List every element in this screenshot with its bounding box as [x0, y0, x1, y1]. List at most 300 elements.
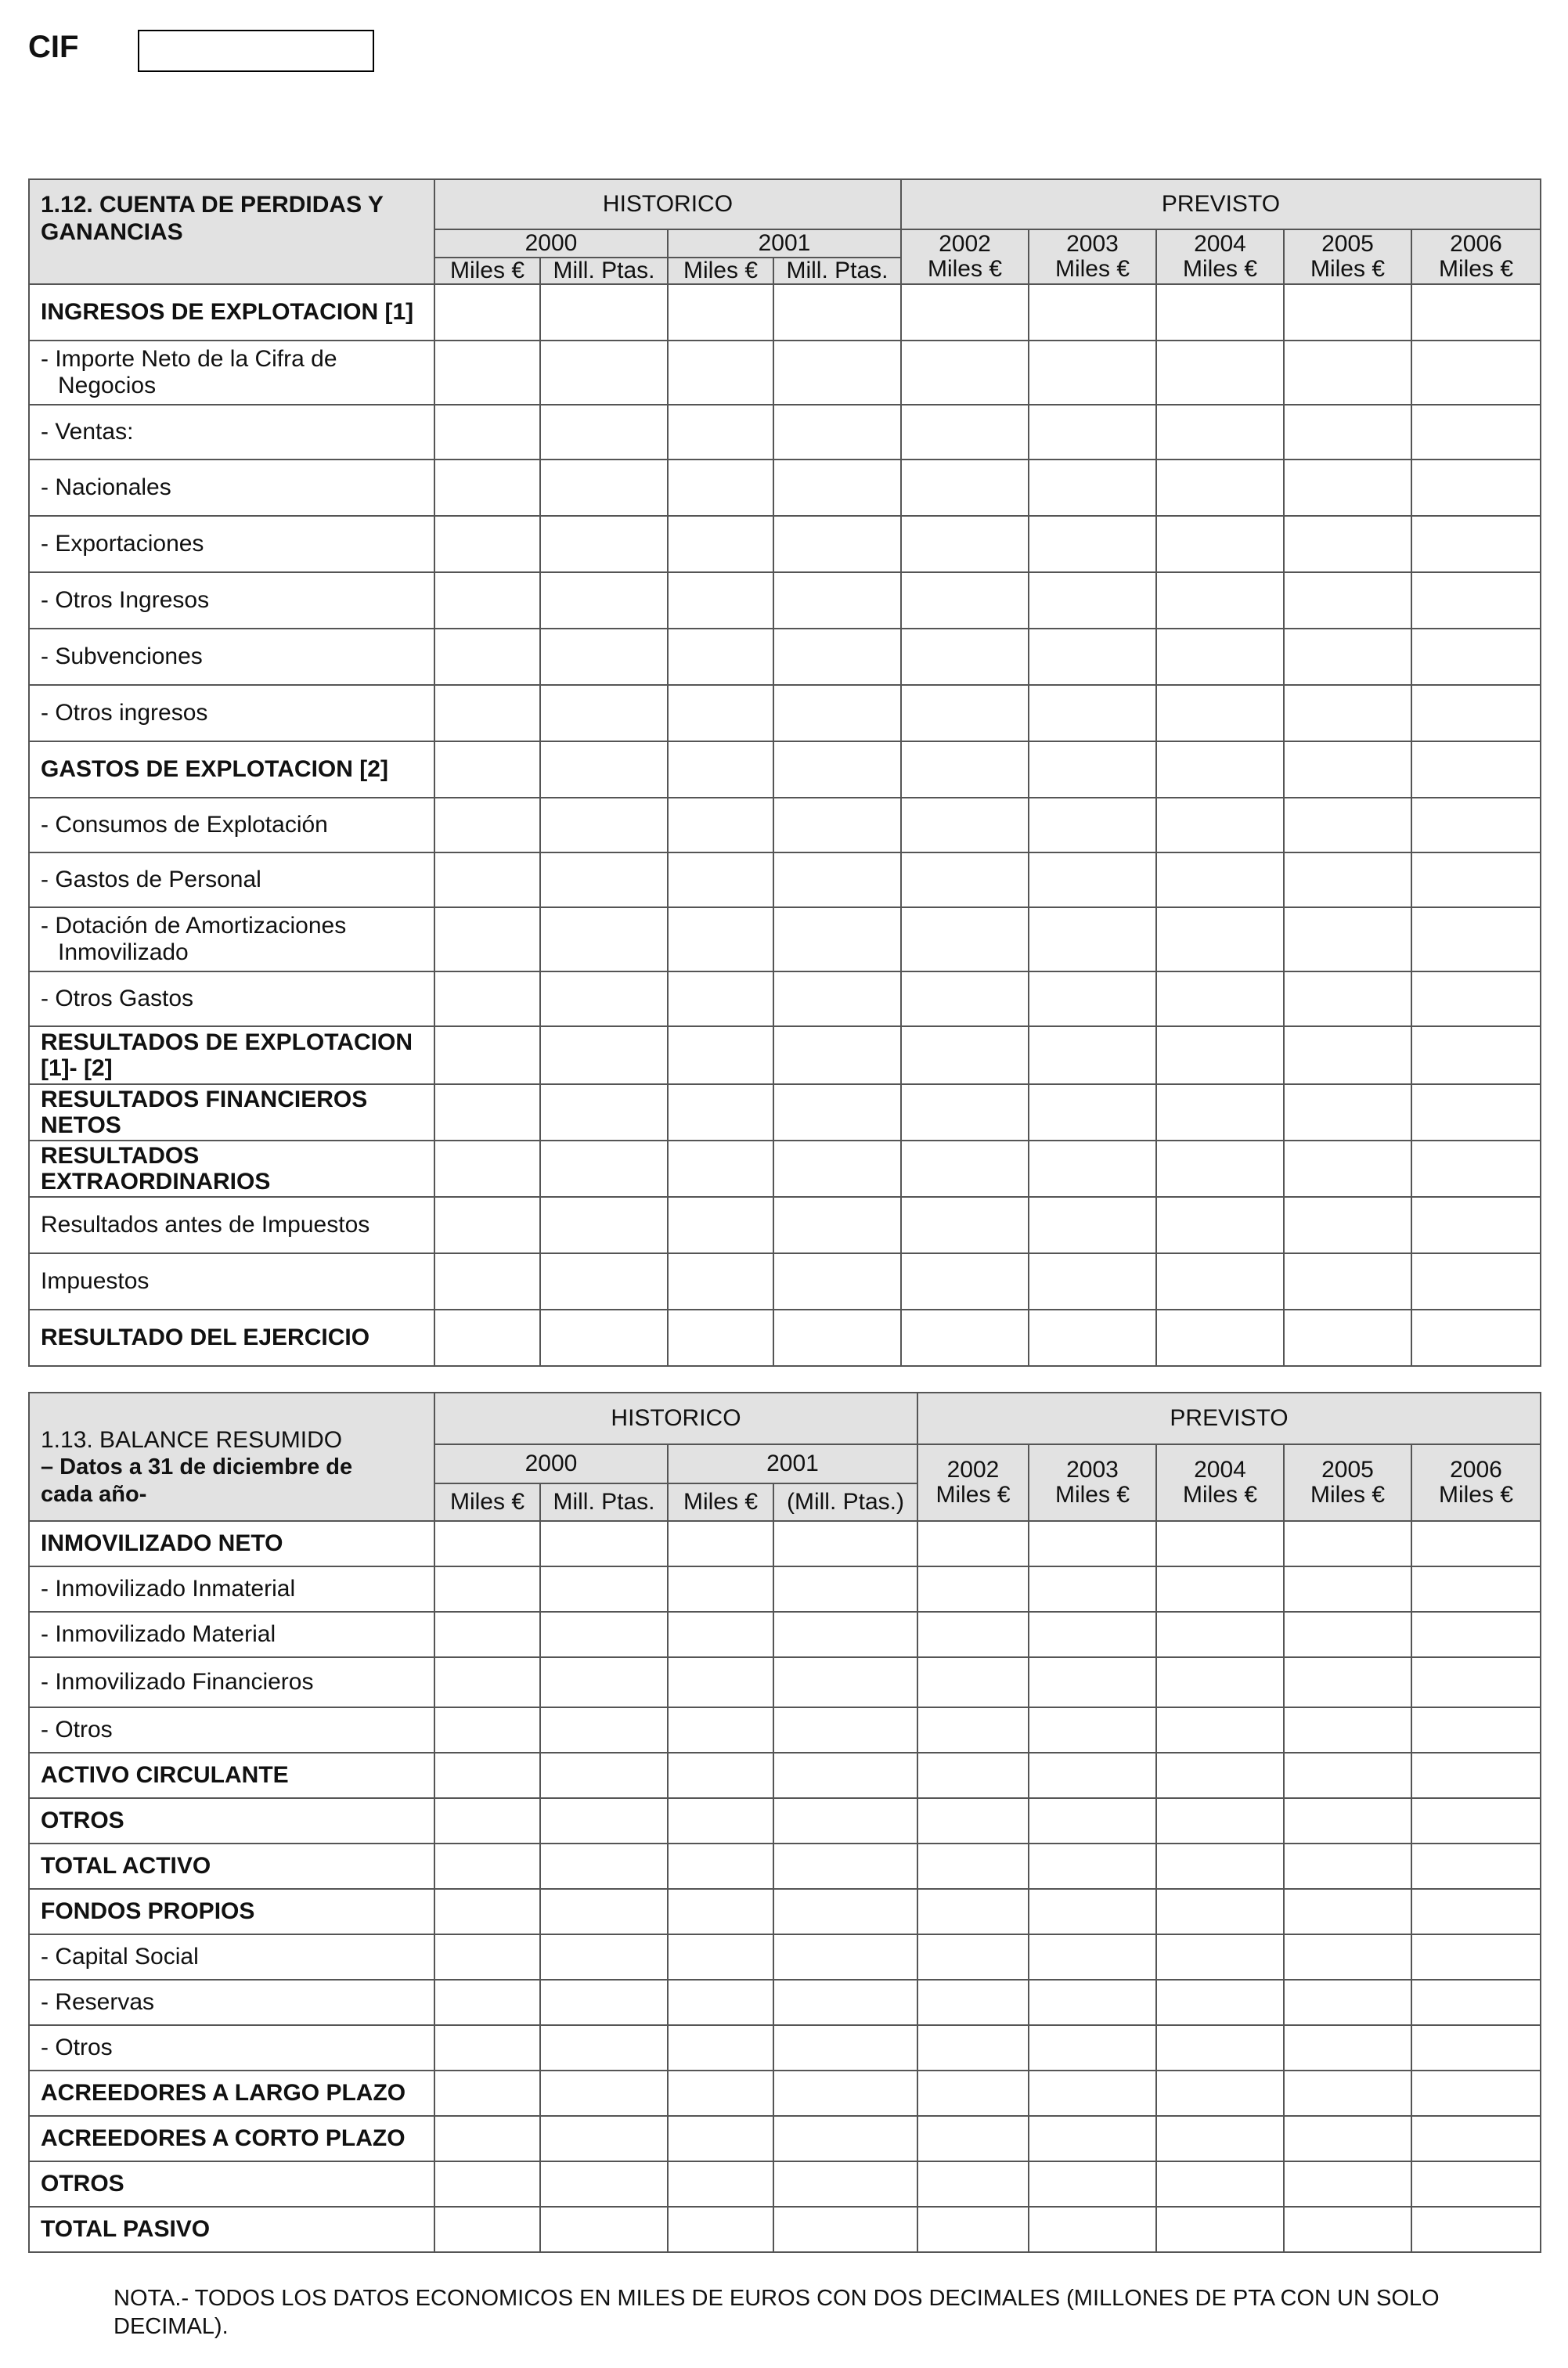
table1-value-cell[interactable] — [773, 907, 901, 971]
table1-value-cell[interactable] — [901, 685, 1029, 741]
table1-value-cell[interactable] — [1284, 460, 1411, 516]
table1-value-cell[interactable] — [1411, 798, 1541, 852]
table2-value-cell[interactable] — [1029, 2116, 1156, 2161]
table2-value-cell[interactable] — [540, 2116, 668, 2161]
table2-value-cell[interactable] — [434, 1612, 540, 1657]
table1-value-cell[interactable] — [1284, 1197, 1411, 1253]
table1-value-cell[interactable] — [1284, 741, 1411, 798]
table1-value-cell[interactable] — [1284, 405, 1411, 460]
table1-value-cell[interactable] — [1284, 341, 1411, 405]
table2-value-cell[interactable] — [773, 1889, 917, 1934]
table1-value-cell[interactable] — [668, 971, 773, 1026]
table2-value-cell[interactable] — [434, 1980, 540, 2025]
table2-value-cell[interactable] — [434, 1798, 540, 1844]
table1-value-cell[interactable] — [1029, 572, 1156, 629]
table1-value-cell[interactable] — [434, 971, 540, 1026]
table1-value-cell[interactable] — [1411, 1141, 1541, 1197]
table2-value-cell[interactable] — [1284, 1844, 1411, 1889]
table2-value-cell[interactable] — [773, 2207, 917, 2252]
table2-value-cell[interactable] — [668, 2025, 773, 2071]
table1-value-cell[interactable] — [901, 1310, 1029, 1366]
table2-value-cell[interactable] — [773, 1844, 917, 1889]
table1-value-cell[interactable] — [1284, 572, 1411, 629]
table1-value-cell[interactable] — [773, 1084, 901, 1141]
table1-value-cell[interactable] — [1284, 685, 1411, 741]
table2-value-cell[interactable] — [1156, 2071, 1284, 2116]
table1-value-cell[interactable] — [773, 405, 901, 460]
table2-value-cell[interactable] — [668, 1657, 773, 1707]
table2-value-cell[interactable] — [773, 1980, 917, 2025]
table1-value-cell[interactable] — [901, 1253, 1029, 1310]
table1-value-cell[interactable] — [434, 907, 540, 971]
table1-value-cell[interactable] — [434, 284, 540, 341]
table1-value-cell[interactable] — [668, 1310, 773, 1366]
table2-value-cell[interactable] — [917, 2207, 1029, 2252]
table2-value-cell[interactable] — [1411, 2071, 1541, 2116]
table2-value-cell[interactable] — [1411, 1707, 1541, 1753]
table1-value-cell[interactable] — [1411, 405, 1541, 460]
table1-value-cell[interactable] — [773, 1197, 901, 1253]
table1-value-cell[interactable] — [1411, 341, 1541, 405]
table1-value-cell[interactable] — [1029, 284, 1156, 341]
table1-value-cell[interactable] — [1156, 341, 1284, 405]
table1-value-cell[interactable] — [1411, 516, 1541, 572]
table2-value-cell[interactable] — [434, 1566, 540, 1612]
table2-value-cell[interactable] — [1029, 1521, 1156, 1566]
table2-value-cell[interactable] — [773, 1612, 917, 1657]
table1-value-cell[interactable] — [1029, 629, 1156, 685]
table1-value-cell[interactable] — [434, 1310, 540, 1366]
table2-value-cell[interactable] — [917, 1798, 1029, 1844]
table1-value-cell[interactable] — [668, 405, 773, 460]
table1-value-cell[interactable] — [1156, 907, 1284, 971]
table2-value-cell[interactable] — [773, 2116, 917, 2161]
table2-value-cell[interactable] — [1411, 1934, 1541, 1980]
table2-value-cell[interactable] — [668, 1707, 773, 1753]
table2-value-cell[interactable] — [540, 1980, 668, 2025]
table2-value-cell[interactable] — [668, 1753, 773, 1798]
table1-value-cell[interactable] — [668, 852, 773, 907]
table1-value-cell[interactable] — [1284, 907, 1411, 971]
table1-value-cell[interactable] — [901, 341, 1029, 405]
table1-value-cell[interactable] — [434, 341, 540, 405]
table2-value-cell[interactable] — [1156, 1612, 1284, 1657]
table1-value-cell[interactable] — [1284, 1253, 1411, 1310]
table1-value-cell[interactable] — [1156, 572, 1284, 629]
table2-value-cell[interactable] — [917, 1980, 1029, 2025]
table1-value-cell[interactable] — [540, 629, 668, 685]
table1-value-cell[interactable] — [540, 1084, 668, 1141]
table2-value-cell[interactable] — [1411, 1657, 1541, 1707]
table2-value-cell[interactable] — [540, 1798, 668, 1844]
table1-value-cell[interactable] — [773, 460, 901, 516]
table1-value-cell[interactable] — [668, 1084, 773, 1141]
table2-value-cell[interactable] — [668, 2161, 773, 2207]
table1-value-cell[interactable] — [1156, 971, 1284, 1026]
table1-value-cell[interactable] — [901, 1084, 1029, 1141]
table2-value-cell[interactable] — [1156, 1798, 1284, 1844]
table2-value-cell[interactable] — [668, 1980, 773, 2025]
table2-value-cell[interactable] — [540, 2161, 668, 2207]
table2-value-cell[interactable] — [1284, 1889, 1411, 1934]
table2-value-cell[interactable] — [773, 1521, 917, 1566]
table1-value-cell[interactable] — [434, 1197, 540, 1253]
table2-value-cell[interactable] — [1029, 1753, 1156, 1798]
table2-value-cell[interactable] — [1029, 1566, 1156, 1612]
table1-value-cell[interactable] — [901, 405, 1029, 460]
table1-value-cell[interactable] — [1029, 685, 1156, 741]
table2-value-cell[interactable] — [540, 1566, 668, 1612]
table1-value-cell[interactable] — [1029, 852, 1156, 907]
table1-value-cell[interactable] — [1156, 1084, 1284, 1141]
table2-value-cell[interactable] — [1284, 1521, 1411, 1566]
table1-value-cell[interactable] — [1156, 460, 1284, 516]
table2-value-cell[interactable] — [540, 1844, 668, 1889]
table2-value-cell[interactable] — [917, 2071, 1029, 2116]
table1-value-cell[interactable] — [1029, 1141, 1156, 1197]
table2-value-cell[interactable] — [1029, 2161, 1156, 2207]
table2-value-cell[interactable] — [1411, 2116, 1541, 2161]
table2-value-cell[interactable] — [1029, 1657, 1156, 1707]
table2-value-cell[interactable] — [1156, 2025, 1284, 2071]
table2-value-cell[interactable] — [1156, 1844, 1284, 1889]
table2-value-cell[interactable] — [1411, 1753, 1541, 1798]
table1-value-cell[interactable] — [1156, 685, 1284, 741]
table1-value-cell[interactable] — [1029, 741, 1156, 798]
table1-value-cell[interactable] — [668, 516, 773, 572]
table1-value-cell[interactable] — [1029, 907, 1156, 971]
table2-value-cell[interactable] — [1284, 1566, 1411, 1612]
table2-value-cell[interactable] — [773, 2025, 917, 2071]
table2-value-cell[interactable] — [1284, 2025, 1411, 2071]
table1-value-cell[interactable] — [668, 685, 773, 741]
table1-value-cell[interactable] — [901, 516, 1029, 572]
table1-value-cell[interactable] — [1156, 1141, 1284, 1197]
table2-value-cell[interactable] — [540, 2025, 668, 2071]
table2-value-cell[interactable] — [1156, 2161, 1284, 2207]
table2-value-cell[interactable] — [1156, 1889, 1284, 1934]
table1-value-cell[interactable] — [540, 1253, 668, 1310]
table2-value-cell[interactable] — [917, 1707, 1029, 1753]
table2-value-cell[interactable] — [773, 1707, 917, 1753]
table2-value-cell[interactable] — [1029, 1612, 1156, 1657]
table1-value-cell[interactable] — [668, 572, 773, 629]
table2-value-cell[interactable] — [1411, 1566, 1541, 1612]
table1-value-cell[interactable] — [1156, 629, 1284, 685]
table1-value-cell[interactable] — [434, 629, 540, 685]
table1-value-cell[interactable] — [540, 572, 668, 629]
cif-input[interactable] — [138, 30, 374, 72]
table1-value-cell[interactable] — [1284, 516, 1411, 572]
table2-value-cell[interactable] — [540, 1521, 668, 1566]
table1-value-cell[interactable] — [540, 852, 668, 907]
table2-value-cell[interactable] — [540, 2071, 668, 2116]
table1-value-cell[interactable] — [434, 572, 540, 629]
table2-value-cell[interactable] — [773, 2161, 917, 2207]
table1-value-cell[interactable] — [901, 1026, 1029, 1084]
table2-value-cell[interactable] — [1156, 1707, 1284, 1753]
table1-value-cell[interactable] — [540, 971, 668, 1026]
table2-value-cell[interactable] — [773, 1753, 917, 1798]
table2-value-cell[interactable] — [1284, 1612, 1411, 1657]
table2-value-cell[interactable] — [917, 1566, 1029, 1612]
table2-value-cell[interactable] — [540, 1707, 668, 1753]
table1-value-cell[interactable] — [773, 1253, 901, 1310]
table1-value-cell[interactable] — [1029, 1310, 1156, 1366]
table2-value-cell[interactable] — [434, 1521, 540, 1566]
table1-value-cell[interactable] — [1156, 1197, 1284, 1253]
table1-value-cell[interactable] — [668, 284, 773, 341]
table2-value-cell[interactable] — [1411, 1889, 1541, 1934]
table1-value-cell[interactable] — [1284, 1026, 1411, 1084]
table1-value-cell[interactable] — [540, 341, 668, 405]
table1-value-cell[interactable] — [1284, 1310, 1411, 1366]
table1-value-cell[interactable] — [540, 1197, 668, 1253]
table1-value-cell[interactable] — [1029, 460, 1156, 516]
table1-value-cell[interactable] — [540, 741, 668, 798]
table1-value-cell[interactable] — [540, 1310, 668, 1366]
table1-value-cell[interactable] — [668, 629, 773, 685]
table1-value-cell[interactable] — [773, 1026, 901, 1084]
table1-value-cell[interactable] — [1411, 460, 1541, 516]
table1-value-cell[interactable] — [901, 284, 1029, 341]
table1-value-cell[interactable] — [668, 1141, 773, 1197]
table2-value-cell[interactable] — [540, 1753, 668, 1798]
table1-value-cell[interactable] — [1029, 1253, 1156, 1310]
table2-value-cell[interactable] — [773, 1934, 917, 1980]
table1-value-cell[interactable] — [1156, 852, 1284, 907]
table2-value-cell[interactable] — [1156, 1980, 1284, 2025]
table2-value-cell[interactable] — [1411, 2161, 1541, 2207]
table1-value-cell[interactable] — [773, 741, 901, 798]
table2-value-cell[interactable] — [668, 1612, 773, 1657]
table2-value-cell[interactable] — [773, 1798, 917, 1844]
table1-value-cell[interactable] — [773, 852, 901, 907]
table1-value-cell[interactable] — [773, 971, 901, 1026]
table2-value-cell[interactable] — [540, 1612, 668, 1657]
table2-value-cell[interactable] — [540, 2207, 668, 2252]
table1-value-cell[interactable] — [540, 405, 668, 460]
table2-value-cell[interactable] — [1411, 2207, 1541, 2252]
table1-value-cell[interactable] — [901, 572, 1029, 629]
table2-value-cell[interactable] — [540, 1934, 668, 1980]
table1-value-cell[interactable] — [1411, 1197, 1541, 1253]
table1-value-cell[interactable] — [901, 1197, 1029, 1253]
table2-value-cell[interactable] — [1284, 2116, 1411, 2161]
table1-value-cell[interactable] — [773, 284, 901, 341]
table1-value-cell[interactable] — [1411, 741, 1541, 798]
table2-value-cell[interactable] — [1156, 1657, 1284, 1707]
table2-value-cell[interactable] — [1029, 2025, 1156, 2071]
table1-value-cell[interactable] — [773, 685, 901, 741]
table1-value-cell[interactable] — [540, 685, 668, 741]
table1-value-cell[interactable] — [1284, 798, 1411, 852]
table1-value-cell[interactable] — [901, 1141, 1029, 1197]
table2-value-cell[interactable] — [1284, 1798, 1411, 1844]
table2-value-cell[interactable] — [434, 1934, 540, 1980]
table1-value-cell[interactable] — [540, 1141, 668, 1197]
table2-value-cell[interactable] — [668, 2207, 773, 2252]
table2-value-cell[interactable] — [434, 2207, 540, 2252]
table1-value-cell[interactable] — [1411, 1084, 1541, 1141]
table2-value-cell[interactable] — [668, 1521, 773, 1566]
table1-value-cell[interactable] — [1029, 516, 1156, 572]
table2-value-cell[interactable] — [1284, 1753, 1411, 1798]
table2-value-cell[interactable] — [1029, 2207, 1156, 2252]
table2-value-cell[interactable] — [434, 1889, 540, 1934]
table1-value-cell[interactable] — [1411, 971, 1541, 1026]
table2-value-cell[interactable] — [668, 1798, 773, 1844]
table1-value-cell[interactable] — [901, 798, 1029, 852]
table1-value-cell[interactable] — [1029, 341, 1156, 405]
table1-value-cell[interactable] — [1411, 1026, 1541, 1084]
table2-value-cell[interactable] — [1156, 1566, 1284, 1612]
table2-value-cell[interactable] — [917, 1844, 1029, 1889]
table2-value-cell[interactable] — [917, 2025, 1029, 2071]
table2-value-cell[interactable] — [1284, 1707, 1411, 1753]
table1-value-cell[interactable] — [434, 1141, 540, 1197]
table2-value-cell[interactable] — [668, 1934, 773, 1980]
table1-value-cell[interactable] — [1284, 629, 1411, 685]
table1-value-cell[interactable] — [1029, 798, 1156, 852]
table1-value-cell[interactable] — [1029, 1197, 1156, 1253]
table1-value-cell[interactable] — [901, 629, 1029, 685]
table1-value-cell[interactable] — [1284, 1141, 1411, 1197]
table1-value-cell[interactable] — [1284, 284, 1411, 341]
table2-value-cell[interactable] — [1411, 1798, 1541, 1844]
table1-value-cell[interactable] — [540, 907, 668, 971]
table1-value-cell[interactable] — [668, 460, 773, 516]
table1-value-cell[interactable] — [901, 460, 1029, 516]
table2-value-cell[interactable] — [1411, 1844, 1541, 1889]
table1-value-cell[interactable] — [434, 852, 540, 907]
table1-value-cell[interactable] — [1411, 572, 1541, 629]
table2-value-cell[interactable] — [1284, 1980, 1411, 2025]
table2-value-cell[interactable] — [1029, 1798, 1156, 1844]
table1-value-cell[interactable] — [773, 798, 901, 852]
table2-value-cell[interactable] — [668, 2071, 773, 2116]
table2-value-cell[interactable] — [1029, 1934, 1156, 1980]
table2-value-cell[interactable] — [1411, 1521, 1541, 1566]
table1-value-cell[interactable] — [773, 341, 901, 405]
table1-value-cell[interactable] — [434, 1253, 540, 1310]
table1-value-cell[interactable] — [901, 741, 1029, 798]
table2-value-cell[interactable] — [1411, 1980, 1541, 2025]
table2-value-cell[interactable] — [434, 2025, 540, 2071]
table2-value-cell[interactable] — [434, 1657, 540, 1707]
table2-value-cell[interactable] — [773, 2071, 917, 2116]
table1-value-cell[interactable] — [773, 1141, 901, 1197]
table2-value-cell[interactable] — [917, 1753, 1029, 1798]
table1-value-cell[interactable] — [540, 284, 668, 341]
table1-value-cell[interactable] — [773, 629, 901, 685]
table1-value-cell[interactable] — [434, 460, 540, 516]
table1-value-cell[interactable] — [773, 516, 901, 572]
table2-value-cell[interactable] — [434, 2161, 540, 2207]
table2-value-cell[interactable] — [1284, 1657, 1411, 1707]
table2-value-cell[interactable] — [1029, 2071, 1156, 2116]
table1-value-cell[interactable] — [773, 572, 901, 629]
table2-value-cell[interactable] — [668, 1844, 773, 1889]
table2-value-cell[interactable] — [1156, 1934, 1284, 1980]
table1-value-cell[interactable] — [1411, 852, 1541, 907]
table2-value-cell[interactable] — [917, 2161, 1029, 2207]
table1-value-cell[interactable] — [434, 798, 540, 852]
table1-value-cell[interactable] — [1156, 1310, 1284, 1366]
table2-value-cell[interactable] — [773, 1657, 917, 1707]
table1-value-cell[interactable] — [1411, 284, 1541, 341]
table1-value-cell[interactable] — [434, 1026, 540, 1084]
table2-value-cell[interactable] — [1411, 2025, 1541, 2071]
table1-value-cell[interactable] — [434, 1084, 540, 1141]
table2-value-cell[interactable] — [1029, 1889, 1156, 1934]
table1-value-cell[interactable] — [1411, 685, 1541, 741]
table1-value-cell[interactable] — [1411, 1253, 1541, 1310]
table2-value-cell[interactable] — [1284, 2161, 1411, 2207]
table2-value-cell[interactable] — [773, 1566, 917, 1612]
table2-value-cell[interactable] — [1284, 2207, 1411, 2252]
table1-value-cell[interactable] — [901, 907, 1029, 971]
table2-value-cell[interactable] — [1029, 1980, 1156, 2025]
table2-value-cell[interactable] — [434, 1844, 540, 1889]
table1-value-cell[interactable] — [540, 798, 668, 852]
table2-value-cell[interactable] — [1156, 2116, 1284, 2161]
table1-value-cell[interactable] — [1156, 1026, 1284, 1084]
table2-value-cell[interactable] — [1156, 1521, 1284, 1566]
table2-value-cell[interactable] — [917, 1657, 1029, 1707]
table2-value-cell[interactable] — [1029, 1707, 1156, 1753]
table1-value-cell[interactable] — [1156, 284, 1284, 341]
table1-value-cell[interactable] — [1156, 516, 1284, 572]
table2-value-cell[interactable] — [668, 2116, 773, 2161]
table1-value-cell[interactable] — [1029, 1084, 1156, 1141]
table1-value-cell[interactable] — [540, 1026, 668, 1084]
table1-value-cell[interactable] — [1411, 629, 1541, 685]
table1-value-cell[interactable] — [434, 405, 540, 460]
table2-value-cell[interactable] — [668, 1566, 773, 1612]
table1-value-cell[interactable] — [434, 516, 540, 572]
table2-value-cell[interactable] — [434, 2071, 540, 2116]
table1-value-cell[interactable] — [901, 971, 1029, 1026]
table1-value-cell[interactable] — [1029, 405, 1156, 460]
table1-value-cell[interactable] — [1284, 971, 1411, 1026]
table1-value-cell[interactable] — [1411, 907, 1541, 971]
table1-value-cell[interactable] — [1029, 1026, 1156, 1084]
table1-value-cell[interactable] — [1284, 1084, 1411, 1141]
table1-value-cell[interactable] — [434, 741, 540, 798]
table2-value-cell[interactable] — [917, 1889, 1029, 1934]
table2-value-cell[interactable] — [917, 2116, 1029, 2161]
table2-value-cell[interactable] — [917, 1521, 1029, 1566]
table2-value-cell[interactable] — [917, 1934, 1029, 1980]
table2-value-cell[interactable] — [917, 1612, 1029, 1657]
table1-value-cell[interactable] — [1029, 971, 1156, 1026]
table1-value-cell[interactable] — [434, 685, 540, 741]
table1-value-cell[interactable] — [668, 1026, 773, 1084]
table1-value-cell[interactable] — [668, 741, 773, 798]
table1-value-cell[interactable] — [1156, 405, 1284, 460]
table2-value-cell[interactable] — [434, 1753, 540, 1798]
table2-value-cell[interactable] — [540, 1657, 668, 1707]
table2-value-cell[interactable] — [1284, 1934, 1411, 1980]
table2-value-cell[interactable] — [1411, 1612, 1541, 1657]
table1-value-cell[interactable] — [901, 852, 1029, 907]
table1-value-cell[interactable] — [540, 460, 668, 516]
table1-value-cell[interactable] — [668, 1253, 773, 1310]
table2-value-cell[interactable] — [668, 1889, 773, 1934]
table1-value-cell[interactable] — [668, 341, 773, 405]
table2-value-cell[interactable] — [1156, 1753, 1284, 1798]
